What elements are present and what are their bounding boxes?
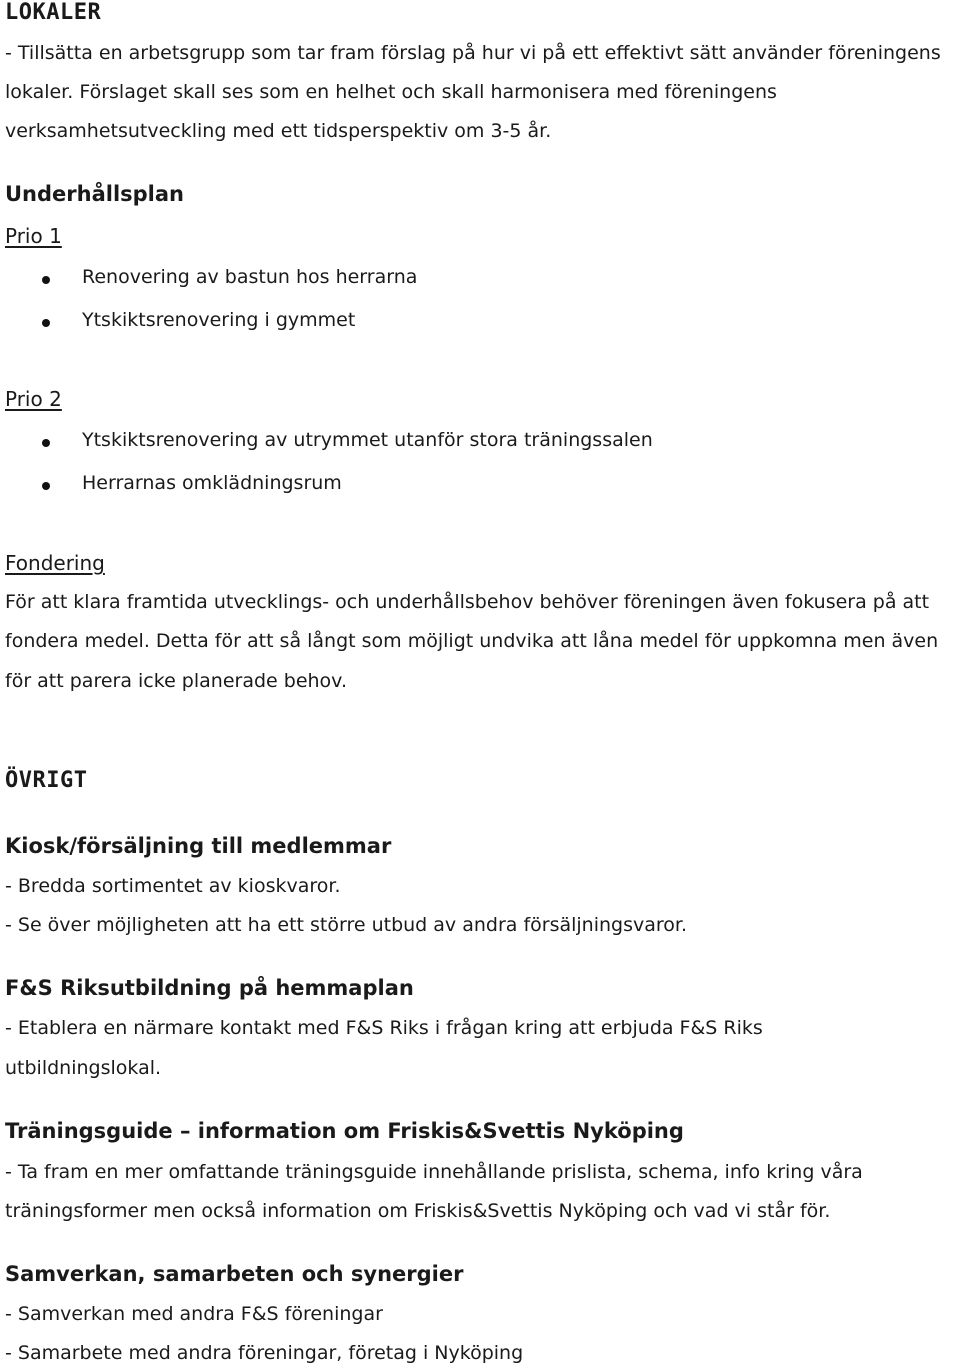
paragraph-line: fondera medel. Detta för att så långt som möjligt undvika att låna medel för uppkomna men även [5, 630, 939, 652]
paragraph-line: - Samverkan med andra F&S föreningar [5, 1303, 383, 1325]
paragraph-line: - Ta fram en mer omfattande träningsguide innehållande prislista, schema, info kring våra [5, 1161, 863, 1183]
subheading: Samverkan, samarbeten och synergier [5, 1262, 464, 1286]
list-item-text: Herrarnas omklädningsrum [82, 472, 342, 494]
paragraph-line: För att klara framtida utvecklings- och underhållsbehov behöver föreningen även fokusera på att [5, 591, 930, 613]
paragraph-line: - Etablera en närmare kontakt med F&S Riks i frågan kring att erbjuda F&S Riks [5, 1017, 763, 1039]
paragraph-line: - Bredda sortimentet av kioskvaror. [5, 875, 341, 897]
paragraph-line: lokaler. Förslaget skall ses som en helhet och skall harmonisera med föreningens [5, 81, 777, 103]
section-heading-lokaler: LOKALER [5, 0, 102, 25]
list-item-text: Ytskiktsrenovering i gymmet [82, 309, 356, 331]
subheading: Kiosk/försäljning till medlemmar [5, 834, 392, 858]
subheading: Träningsguide – information om Friskis&Svettis Nyköping [5, 1119, 684, 1143]
paragraph-line: verksamhetsutveckling med ett tidsperspektiv om 3-5 år. [5, 120, 552, 142]
paragraph-line: utbildningslokal. [5, 1057, 162, 1079]
bullet-icon [42, 482, 50, 490]
bullet-icon [42, 276, 50, 284]
list-item-text: Renovering av bastun hos herrarna [82, 266, 418, 288]
paragraph-line: - Se över möjligheten att ha ett större utbud av andra försäljningsvaror. [5, 914, 688, 936]
paragraph-line: för att parera icke planerade behov. [5, 670, 347, 692]
bullet-icon [42, 439, 50, 447]
section-heading-ovrigt: ÖVRIGT [5, 768, 88, 793]
paragraph-line: - Tillsätta en arbetsgrupp som tar fram förslag på hur vi på ett effektivt sätt använder föreningens [5, 42, 941, 64]
paragraph-line: - Samarbete med andra föreningar, företag i Nyköping [5, 1342, 524, 1364]
list-item-text: Ytskiktsrenovering av utrymmet utanför stora träningssalen [82, 429, 653, 451]
subheading-underhallsplan: Underhållsplan [5, 182, 185, 206]
subheading: F&S Riksutbildning på hemmaplan [5, 976, 414, 1000]
label-fondering: Fondering [5, 551, 105, 575]
bullet-icon [42, 319, 50, 327]
label-prio-2: Prio 2 [5, 387, 62, 411]
label-prio-1: Prio 1 [5, 224, 62, 248]
paragraph-line: träningsformer men också information om Friskis&Svettis Nyköping och vad vi står för. [5, 1200, 831, 1222]
